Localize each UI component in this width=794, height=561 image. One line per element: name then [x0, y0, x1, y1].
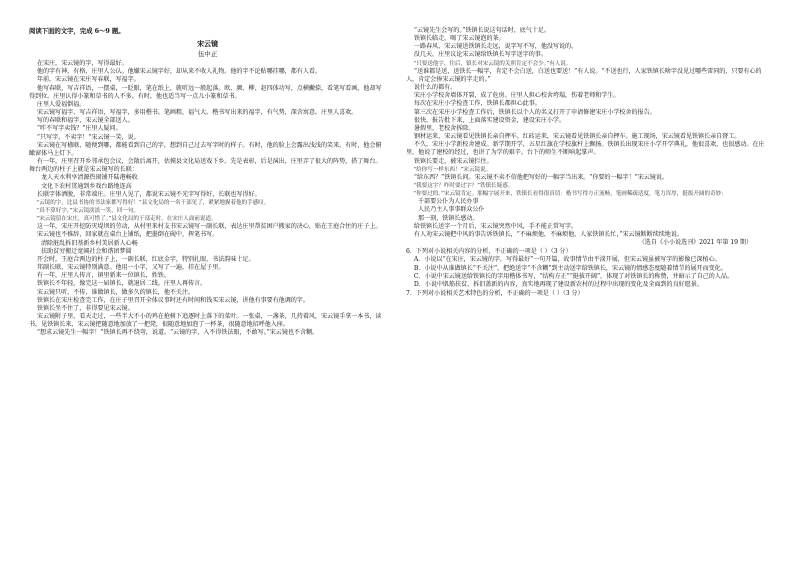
paragraph: 很快，报告批下来，上面落实建设资金，建设宋庄小学。	[413, 116, 566, 124]
paragraph: 宋云镜附子里，看天走过，一些半大不小的鸡在抢树下追逐时上落下的菜叶。一张桌，一盏茶，几持着风，宋云镜手拿一本书，读书。见铁镇长来，宋云镜把随意地加放了一把凳，很随意地加泡了一杯茶，很随意地招呼他入座。	[29, 313, 382, 329]
couplet-line: 扶助贫穷搬迁宽阔社会和谐团梦圆	[41, 247, 132, 255]
dialogue-line: “只写字，不卖字！”宋云镜一笑，说。	[36, 133, 140, 141]
right-column	[406, 27, 770, 298]
quote-line: “你要过的。”宋云镜肯定。那幅字展开来，铁镇长看得很真切：楷书写得方正流畅，笔画稀疏适度，笔力浑厚，挺拔开阔的奇妙：	[413, 191, 727, 198]
quote-line: “宋云镜留在宋庄，真可惜了。”县文化局的干部走时，在宋庄人面前说道。	[36, 216, 217, 223]
paragraph: 宋云镜也不推辞，回家就在桌台上铺纸，把墨倒在砚中，挥笔书写。	[36, 231, 219, 239]
paragraph: 在宋庄，宋云镜的字，写得最好。	[36, 60, 128, 68]
question-7: 7．下列对小说相关艺术特色的分析，不正确的一项是（ ）（3 分）	[406, 290, 584, 297]
reading-prompt: 阅读下面的文字，完成 6～9 题。	[29, 27, 125, 35]
couplet-line: 龙人天水利享清源热闹铺开陆港畅收	[41, 174, 138, 182]
quote-line: “云镜的字，比县书协的书法家都写得好！”县文化局的一名干部见了，紧紧地握着他的手感叹。	[36, 199, 270, 206]
paragraph: 铁镇长坐不住了，非得要见宋云镜。	[36, 304, 134, 312]
paragraph: 不久，宋庄小学新校舍建成。新学期开学，五星红旗在学校旗杆上飘扬。铁镇长出现宋庄小学开学典礼，他很喜欢，也很感动。在庄里，他说了建校的经过，也讲了为学的艰辛。台下的师生不断响起掌声。	[406, 141, 765, 157]
couplet-line: 那一刻，铁镇长感动。	[418, 214, 479, 222]
paragraph: 铁镇长临走，喝了宋云镜泡的茶。	[413, 35, 505, 43]
paragraph: 每次在宋庄小学检查工作，铁镇长都担心此事。	[413, 100, 541, 108]
story-title: 宋云镜	[197, 39, 218, 49]
quote-line: “只要送他字，往后，镇长对宋云镜的关照肯定不会少。”有人说。	[413, 60, 572, 67]
paragraph: 一路春风，宋云镜送铁镇长走远，说字写不写，他没写说的。	[413, 43, 578, 51]
option-a: A．小说以“在宋庄，宋云镜的字，写得最好”一句开篇，故事情节由平淡开展，但宋云镜虽被写字的影像已深植心。	[413, 256, 721, 264]
paragraph: 有一年，庄里人传言，镇里新来一位镇长，姓铁。	[36, 272, 170, 280]
paragraph: 庄里人爱福倒福。	[36, 100, 86, 108]
paragraph: “给东西？”铁镇长问。宋云镜不卖不信他把写好的一幅字当出来。“你要的一幅字！”宋云镜说。	[413, 173, 668, 181]
paragraph: 没几天，庄里议论宋云镜给铁镇长写字送字的事。	[413, 51, 547, 59]
story-author: 伍中正	[197, 50, 218, 59]
paragraph: 邦副长联，宋云镜特别满意。他用一小字，又写了一遍，挂在屋子里。	[36, 264, 225, 272]
couplet-line: 千部要公仆为人民办事	[418, 198, 479, 206]
paragraph: 铁镇长不年轻，像完这一届镇长，就退居二线。庄里人再传言。	[36, 280, 207, 288]
paragraph: 说什么的都有。	[413, 84, 457, 92]
paragraph: “云镜先生会写的。”铁镇长说这句话时，底气十足。	[413, 27, 550, 34]
paragraph: 他写春联，写吉祥语，一摆桌，一眨眼，笔在纸上，就听远一般起落。欧、颜、柳、赵四体功写，点横撇捺，看笔写看画，他却写得到位。庄里认得小篆和草书的人不多。有时，他也适当写一点儿小篆和草书。	[29, 84, 382, 100]
paragraph: 铁镇长在宋庄检查完工作，在庄子里召开全体议事时还有时间和钱买宋云镜，讲他有事要有他调的字。	[36, 296, 309, 304]
paragraph: 铁镇长要走，被宋云镜拦住。	[413, 157, 493, 165]
quote-line: “给你写一样东西！”宋云镜说。	[413, 166, 492, 173]
paragraph: 有人劝宋云镜把中风的事告诉铁镇长，“不麻烦他，不麻烦他，人家铁镇长忙，”宋云镜断断续续地说。	[413, 230, 683, 238]
left-column	[29, 27, 386, 337]
paragraph: 给铁镇长送字一个月后，宋云镜突然中风，手不能正常写字。	[413, 222, 578, 230]
paragraph: “想求云镜先生一幅字！”铁镇长再不绕弯，说道。“云镜的字，入不得铁法眼，不敢写。”宋云镜也不含糊。	[36, 329, 319, 337]
option-c: C．小说中宋云镜送给铁镇长的字用楷体书写，“结构方正”“挺拔开阔”，体现了对铁镇长的称赞，并暗示了自己的人品。	[413, 272, 733, 280]
couplet-line: 人民乃主人事事群众公仆	[418, 206, 485, 214]
paragraph: “送谁都是送，送铁长一幅字，肯定不会白送，白送也要送！”有人说。“不送也行，人家铁镇长啥字没见过哪些雷同的，只要有心的人，肯定会捧宋云镜的字走的。”	[406, 67, 762, 83]
option-b: B．小说中从谁做镇长“不关注”，把绝送字“不含糊”到主动送字给铁镇长，宋云镜的情感态度随着情节的展开而变化。	[413, 264, 727, 272]
quote-line: “我要这字？咋时要过字？”铁镇长疑惑。	[413, 182, 514, 189]
paragraph: 有一年，庄里召开乡邻承包会议，会散后离开，估摸县文化局送戏下乡。先是表彰，后是演出，庄里弄了很大的阵势，搭了舞台。舞台两边的柱子上就是宋云镜写的长联：	[29, 158, 382, 174]
paragraph: 宋云镜写福字，写吉祥语，写福字，多用楷书。笔画粗，福气大。楷书写出来的福字，有气势，深含寓意。庄里人喜欢。	[36, 109, 358, 117]
source-citation: （选自《小小说选刊》2021 年第 19 期）	[638, 239, 752, 247]
paragraph: 这一年，宋庄开挖防灾堤坝的劳动，从村里来村支书宋云镜写一副长联，表达庄里帮贫困户搬家的决心，贴在王庭合住的庄子上。	[36, 223, 382, 231]
couplet-line: 清除脏乱拆旧基新乡村美居新人心畅	[41, 239, 138, 247]
paragraph: 宋庄小学校舍墙体开裂，成了危房。庄里人担心校舍垮塌，伤着老师和学生。	[413, 92, 620, 100]
question-6: 6．下列对小说相关内容的分析，不正确的一项是（ ）（3 分）	[406, 248, 572, 256]
paragraph: 第三次在宋庄小学检查工作后，铁镇长以个人的名义打开了申请修建宋庄小学校舍的报告。	[413, 108, 656, 116]
paragraph: 宋云镜在写楹联，随便到哪，都能看到自己的字，想到自己过去写字时的样子。有时，他的脸上会露出浅浅的笑来，有时，他会俯瞰窗体马上灯下。	[29, 141, 382, 157]
paragraph: 钢材运来，宋云镜看见铁镇长亲自押车。红砖运来，宋云镜看见铁镇长亲自押车。施工现场，宋云镜看见铁镇长亲自督工。	[413, 133, 741, 141]
paragraph: 暑假里，老校舍拆除。	[413, 124, 475, 132]
paragraph: 开会时，王庭合两边的柱子上，一副长联，红底金字，特别扎眼，书法韵味十足。	[36, 255, 255, 263]
paragraph: 长联字体洒脱，非常端庄。庄里人见了，都说宋云镜不光字写得好，长联也写得好。	[36, 190, 261, 198]
paragraph: 他的字有神，有格，庄里人公认。他嫌宋云镜字好，却从来不收人礼物。他的字不论贴哪挂哪，都有人看。	[36, 68, 321, 76]
option-d: D．小说中肌筋扶贫、拆旧盖新的内容，真实地再现了建设新农村的过程中出现的变化及全面到的良好愿景。	[413, 280, 703, 288]
paragraph: 写的春联和福字，宋云镜全部送人。	[36, 117, 134, 125]
paragraph: 年前，宋云镜在宋庄写春联，写福字。	[36, 76, 140, 84]
quote-line: “真不算好字，”宋云镜淡淡一笑，回一句。	[36, 207, 139, 214]
dialogue-line: “咋不写字卖钱？”庄里人疑问。	[36, 125, 122, 133]
couplet-line: 文化下农村贯通到乡戏台路地连高	[41, 182, 132, 190]
paragraph: 宋云镜只听，不传，谁做镇长，做多久的镇长，他不关注。	[36, 288, 195, 296]
